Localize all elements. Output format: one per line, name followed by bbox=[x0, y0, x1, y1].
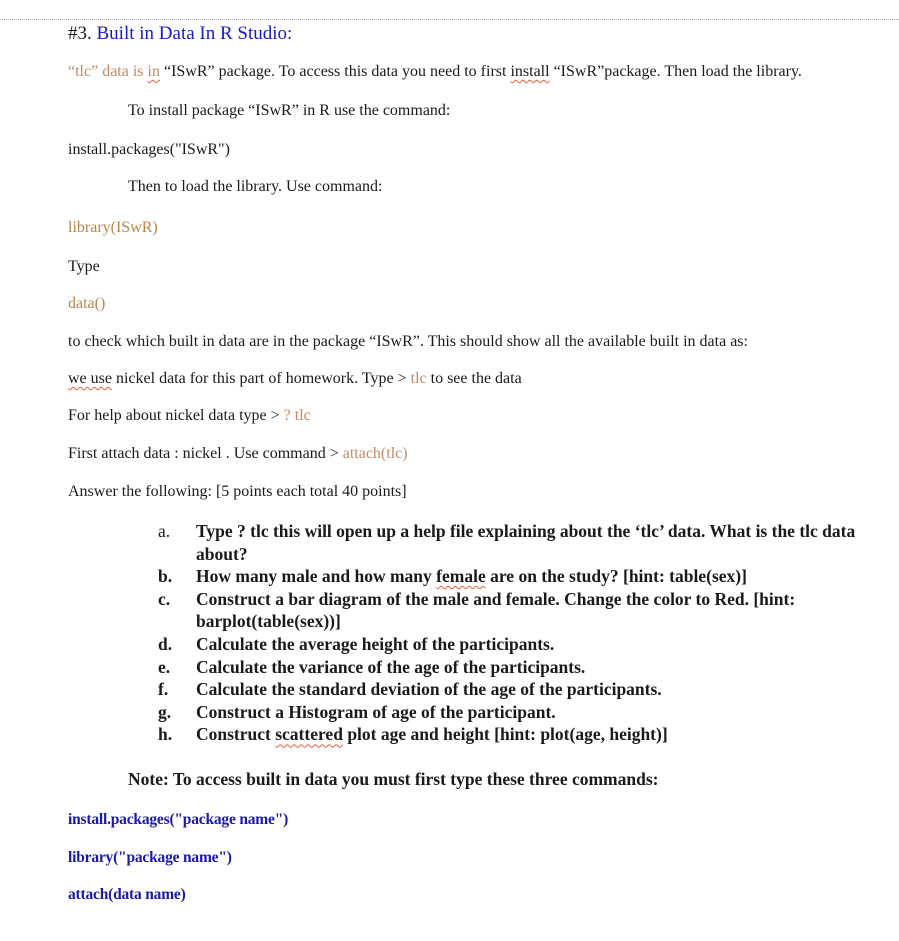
question-marker: b. bbox=[158, 566, 173, 587]
question-text-part: How many male and how many bbox=[196, 566, 437, 587]
help-line bbox=[68, 406, 311, 426]
load-instruction: Then to load the library. Use command: bbox=[128, 178, 383, 195]
help-command: ? tlc bbox=[283, 407, 311, 424]
install-instruction: To install package “ISwR” in R use the command: bbox=[128, 102, 451, 119]
title-text: Built in Data In R Studio: bbox=[96, 23, 293, 44]
spellcheck-flagged-word: scattered bbox=[275, 724, 343, 745]
question-item bbox=[150, 588, 870, 633]
attach-line bbox=[68, 444, 408, 464]
question-marker: f. bbox=[158, 679, 169, 700]
question-text: Construct a bar diagram of the male and female. Change the color to Red. [hint: barplot(table(sex))] bbox=[196, 588, 796, 632]
question-item bbox=[150, 656, 870, 679]
question-text: Calculate the average height of the participants. bbox=[196, 633, 555, 654]
intro-paragraph bbox=[68, 62, 802, 82]
question-marker: h. bbox=[158, 724, 173, 745]
question-item bbox=[150, 520, 870, 565]
question-text bbox=[196, 723, 870, 746]
question-text: Type ? tlc this will open up a help file explaining about the ‘tlc’ data. What is the tlc data about? bbox=[196, 521, 856, 564]
attach-text: First attach data : nickel . Use command > bbox=[68, 445, 343, 462]
question-text bbox=[196, 565, 870, 588]
we-use-text: we use bbox=[68, 370, 112, 387]
help-text: For help about nickel data type > bbox=[68, 407, 284, 424]
title-prefix: #3. bbox=[68, 23, 97, 44]
question-item bbox=[150, 678, 870, 701]
library-command: library(ISwR) bbox=[68, 219, 158, 236]
question-item bbox=[150, 633, 870, 656]
intro-tlc-quoted: “tlc” data is bbox=[68, 63, 148, 80]
question-item bbox=[150, 565, 870, 588]
question-text-part: are on the study? [hint: table(sex)] bbox=[485, 566, 747, 587]
question-item bbox=[150, 723, 870, 746]
intro-install-word: install bbox=[510, 63, 550, 80]
intro-in-word: in bbox=[147, 63, 160, 80]
attach-data-command: attach(data name) bbox=[68, 886, 186, 903]
question-text: Calculate the variance of the age of the participants. bbox=[196, 656, 586, 677]
nickel-text-1: nickel data for this part of homework. Type > bbox=[111, 370, 411, 387]
spellcheck-flagged-word: female bbox=[436, 566, 486, 587]
question-marker: e. bbox=[158, 656, 171, 677]
intro-rest-2: “ISwR”package. Then load the library. bbox=[549, 63, 802, 80]
section-title bbox=[68, 22, 292, 46]
question-text-part: plot age and height [hint: plot(age, height)] bbox=[342, 724, 668, 745]
type-label: Type bbox=[68, 258, 100, 275]
nickel-line bbox=[68, 369, 522, 389]
question-text: Calculate the standard deviation of the age of the participants. bbox=[196, 679, 662, 700]
tlc-command: tlc bbox=[410, 370, 427, 387]
question-list bbox=[150, 520, 870, 746]
question-text: Construct a Histogram of age of the participant. bbox=[196, 701, 556, 722]
library-package-command: library("package name") bbox=[68, 849, 232, 866]
data-command: data() bbox=[68, 295, 106, 312]
install-packages-command: install.packages("package name") bbox=[68, 811, 289, 828]
question-marker: c. bbox=[158, 588, 171, 609]
intro-rest-1: “ISwR” package. To access this data you need to first bbox=[159, 63, 511, 80]
question-marker: d. bbox=[158, 633, 173, 654]
attach-command: attach(tlc) bbox=[342, 445, 408, 462]
question-item bbox=[150, 701, 870, 724]
question-text-part: Construct bbox=[196, 724, 276, 745]
install-command: install.packages("ISwR") bbox=[68, 141, 230, 158]
answer-heading: Answer the following: [5 points each total 40 points] bbox=[68, 483, 407, 500]
question-marker: a. bbox=[158, 521, 171, 541]
nickel-text-2: to see the data bbox=[426, 370, 522, 387]
check-text: to check which built in data are in the package “ISwR”. This should show all the available built in data as: bbox=[68, 333, 748, 350]
question-marker: g. bbox=[158, 701, 172, 722]
page-top-border bbox=[0, 19, 899, 20]
note-text: Note: To access built in data you must first type these three commands: bbox=[128, 769, 659, 789]
